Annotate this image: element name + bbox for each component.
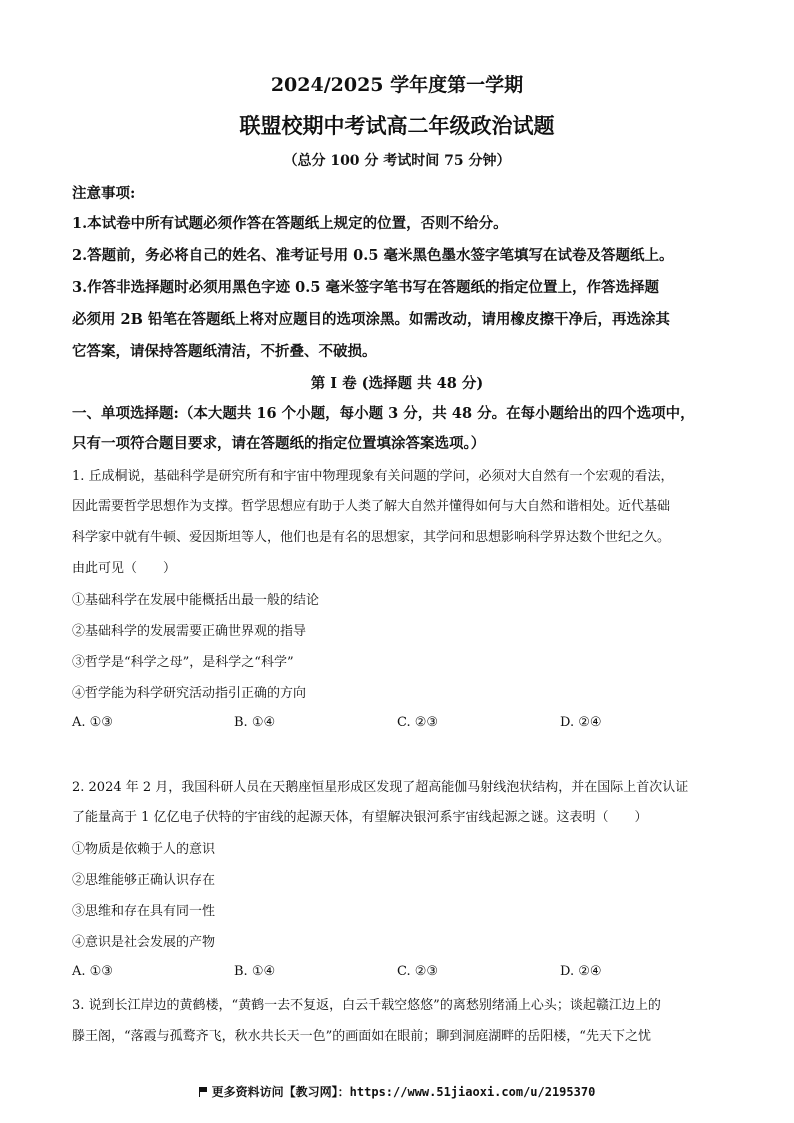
section-instructions-line-2: 只有一项符合题目要求，请在答题纸的指定位置填涂答案选项。） xyxy=(72,435,486,452)
question-1-statement-2: ②基础科学的发展需要正确世界观的指导 xyxy=(72,624,307,639)
question-3-stem-line-2: 滕王阁，“落霞与孤鹜齐飞，秋水共长天一色”的画面如在眼前；聊到洞庭湖畔的岳阳楼，“先天下之忧 xyxy=(72,1029,651,1044)
question-2-statement-2: ②思维能够正确认识存在 xyxy=(72,873,216,888)
question-1-stem-line-2: 因此需要哲学思想作为支撑。哲学思想应有助于人类了解大自然并懂得如何与大自然和谐相处。近代基础 xyxy=(72,499,671,514)
question-2-statement-1: ①物质是依赖于人的意识 xyxy=(72,842,216,857)
exam-title-term: 2024/2025 学年度第一学期 xyxy=(270,74,524,96)
footer-link[interactable] xyxy=(0,1083,794,1100)
exam-subtitle: （总分 100 分 考试时间 75 分钟） xyxy=(283,153,511,169)
flag-icon xyxy=(199,1087,208,1097)
question-1-choice-b: B. ①④ xyxy=(234,715,276,730)
question-1-choice-c: C. ②③ xyxy=(397,715,439,730)
question-2-statement-4: ④意识是社会发展的产物 xyxy=(72,935,216,950)
question-1-statement-3: ③哲学是“科学之母”，是科学之“科学” xyxy=(72,655,294,670)
question-1-choice-a: A. ①③ xyxy=(72,715,113,730)
part-1-title: 第 I 卷 (选择题 共 48 分) xyxy=(310,375,484,392)
question-2-choice-d: D. ②④ xyxy=(560,964,602,979)
question-2-choice-c: C. ②③ xyxy=(397,964,439,979)
question-1-statement-1: ①基础科学在发展中能概括出最一般的结论 xyxy=(72,593,320,608)
notice-heading: 注意事项: xyxy=(72,185,136,202)
notice-item-1: 1.本试卷中所有试题必须作答在答题纸上规定的位置，否则不给分。 xyxy=(72,215,508,232)
question-3-stem-line-1: 3. 说到长江岸边的黄鹤楼，“黄鹤一去不复返，白云千载空悠悠”的离愁别绪涌上心头；谈起赣江边上的 xyxy=(72,998,661,1013)
section-instructions-line-1: 一、单项选择题:（本大题共 16 个小题，每小题 3 分，共 48 分。在每小题给出的四个选项中， xyxy=(72,405,695,422)
question-1-choice-d: D. ②④ xyxy=(560,715,602,730)
exam-title-main: 联盟校期中考试高二年级政治试题 xyxy=(239,113,555,138)
question-2-stem-line-1: 2. 2024 年 2 月，我国科研人员在天鹅座恒星形成区发现了超高能伽马射线泡状结构，并在国际上首次认证 xyxy=(72,780,689,795)
question-2-choice-b: B. ①④ xyxy=(234,964,276,979)
notice-item-3-line-3: 它答案，请保持答题纸清洁，不折叠、不破损。 xyxy=(72,343,377,360)
question-2-stem-line-2: 了能量高于 1 亿亿电子伏特的宇宙线的起源天体，有望解决银河系宇宙线起源之谜。这表明（ ） xyxy=(72,810,648,825)
question-1-stem-line-3: 科学家中就有牛顿、爱因斯坦等人，他们也是有名的思想家，其学问和思想影响科学界达数个世纪之久。 xyxy=(72,530,671,545)
notice-item-3-line-1: 3.作答非选择题时必须用黑色字迹 0.5 毫米签字笔书写在答题纸的指定位置上，作答选择题 xyxy=(72,279,659,296)
question-1-stem-line-1: 1. 丘成桐说，基础科学是研究所有和宇宙中物理现象有关问题的学问，必须对大自然有一个宏观的看法， xyxy=(72,469,674,484)
question-1-stem-line-4: 由此可见（ ） xyxy=(72,561,177,576)
question-1-statement-4: ④哲学能为科学研究活动指引正确的方向 xyxy=(72,686,307,701)
footer-text[interactable]: 更多资料访问【教习网】：https://www.51jiaoxi.com/u/2195370 xyxy=(211,1085,596,1099)
notice-item-3-line-2: 必须用 2B 铅笔在答题纸上将对应题目的选项涂黑。如需改动，请用橡皮擦干净后，再选涂其 xyxy=(72,311,670,328)
notice-item-2: 2.答题前，务必将自己的姓名、准考证号用 0.5 毫米黑色墨水签字笔填写在试卷及答题纸上。 xyxy=(72,247,674,264)
question-2-choice-a: A. ①③ xyxy=(72,964,113,979)
question-2-statement-3: ③思维和存在具有同一性 xyxy=(72,904,216,919)
